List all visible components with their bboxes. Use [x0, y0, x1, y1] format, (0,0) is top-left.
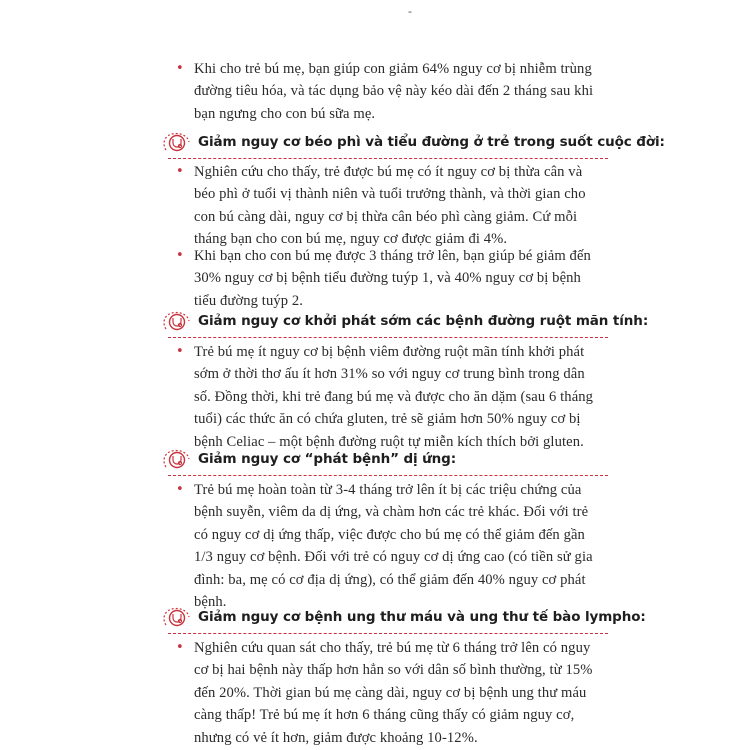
bullet-text: Trẻ bú mẹ ít nguy cơ bị bệnh viêm đường ruột mãn tính khởi phát sớm ở thời thơ ấu ít hơn 31% so với nguy cơ trung bình trong dân số. Đồng thời, khi trẻ đang bú mẹ và được cho ăn dặm (sau 6 tháng tuổi) các thức ăn có chứa gluten, trẻ sẽ giảm hơn 50% nguy cơ bị bệnh Celiac – một bệnh đường ruột tự miễn kích thích bởi gluten. [194, 344, 594, 450]
section-title: Giảm nguy cơ khởi phát sớm các bệnh đường ruột mãn tính: [198, 313, 649, 329]
bullet-dot-icon: • [176, 61, 184, 76]
bullet-text: Trẻ bú mẹ hoàn toàn từ 3-4 tháng trở lên ít bị các triệu chứng của bệnh suyễn, viêm da dị ứng, và chàm hơn các trẻ khác. Đối với trẻ có nguy cơ dị ứng thấp, việc được cho bú mẹ có thể giảm đến gần 1/3 nguy cơ bệnh. Đối với trẻ có nguy cơ dị ứng cao (có tiền sử gia đình: ba, mẹ có cơ địa dị ứng), có thể giảm đến 40% nguy cơ phát bệnh. [194, 482, 593, 611]
page-top-mark: - [408, 4, 412, 18]
section-divider [168, 158, 608, 159]
section-title: Giảm nguy cơ “phát bệnh” dị ứng: [198, 451, 457, 467]
section-heading [164, 603, 646, 633]
bullet-dot-icon: • [176, 164, 184, 179]
bullet-dot-icon: • [176, 482, 184, 497]
bullet-dot-icon: • [176, 248, 184, 263]
section-divider [168, 337, 608, 338]
section-title: Giảm nguy cơ bệnh ung thư máu và ung thư tế bào lympho: [198, 609, 646, 625]
stethoscope-icon [160, 603, 194, 633]
stethoscope-icon [160, 445, 194, 475]
stethoscope-icon [160, 307, 194, 337]
section-divider [168, 633, 608, 634]
bullet-item [176, 637, 599, 749]
section-heading [164, 128, 665, 158]
bullet-item [176, 161, 599, 251]
section-heading [164, 445, 614, 475]
bullet-item [176, 479, 599, 613]
section-heading [164, 307, 649, 337]
bullet-text: Khi bạn cho con bú mẹ được 3 tháng trở lên, bạn giúp bé giảm đến 30% nguy cơ bị bệnh tiểu đường tuýp 1, và 40% nguy cơ bị bệnh tiểu đường tuýp 2. [194, 248, 591, 309]
section-divider [168, 475, 608, 476]
bullet-text: Nghiên cứu cho thấy, trẻ được bú mẹ có ít nguy cơ bị thừa cân và béo phì ở tuổi vị thành niên và tuổi trưởng thành, và thời gian cho con bú càng dài, nguy cơ bị thừa cân béo phì càng giảm. Cứ mỗi tháng bạn cho con bú mẹ, nguy cơ được giảm đi 4%. [194, 164, 586, 248]
bullet-text: Khi cho trẻ bú mẹ, bạn giúp con giảm 64% nguy cơ bị nhiễm trùng đường tiêu hóa, và tác dụng bảo vệ này kéo dài đến 2 tháng sau khi bạn ngưng cho con bú sữa mẹ. [194, 61, 594, 122]
bullet-text: Nghiên cứu quan sát cho thấy, trẻ bú mẹ từ 6 tháng trở lên có nguy cơ bị hai bệnh này thấp hơn hẳn so với dân số bình thường, từ 15% đến 20%. Thời gian bú mẹ càng dài, nguy cơ bị bệnh ung thư máu càng thấp! Trẻ bú mẹ ít hơn 6 tháng cũng thấy có giảm nguy cơ, nhưng có vẻ ít hơn, giảm được khoảng 10-12%. [194, 640, 593, 746]
section-title: Giảm nguy cơ béo phì và tiểu đường ở trẻ trong suốt cuộc đời: [198, 134, 665, 150]
bullet-dot-icon: • [176, 640, 184, 655]
bullet-dot-icon: • [176, 344, 184, 359]
bullet-item [176, 58, 599, 125]
bullet-item [176, 341, 599, 453]
bullet-item [176, 245, 599, 312]
stethoscope-icon [160, 128, 194, 158]
